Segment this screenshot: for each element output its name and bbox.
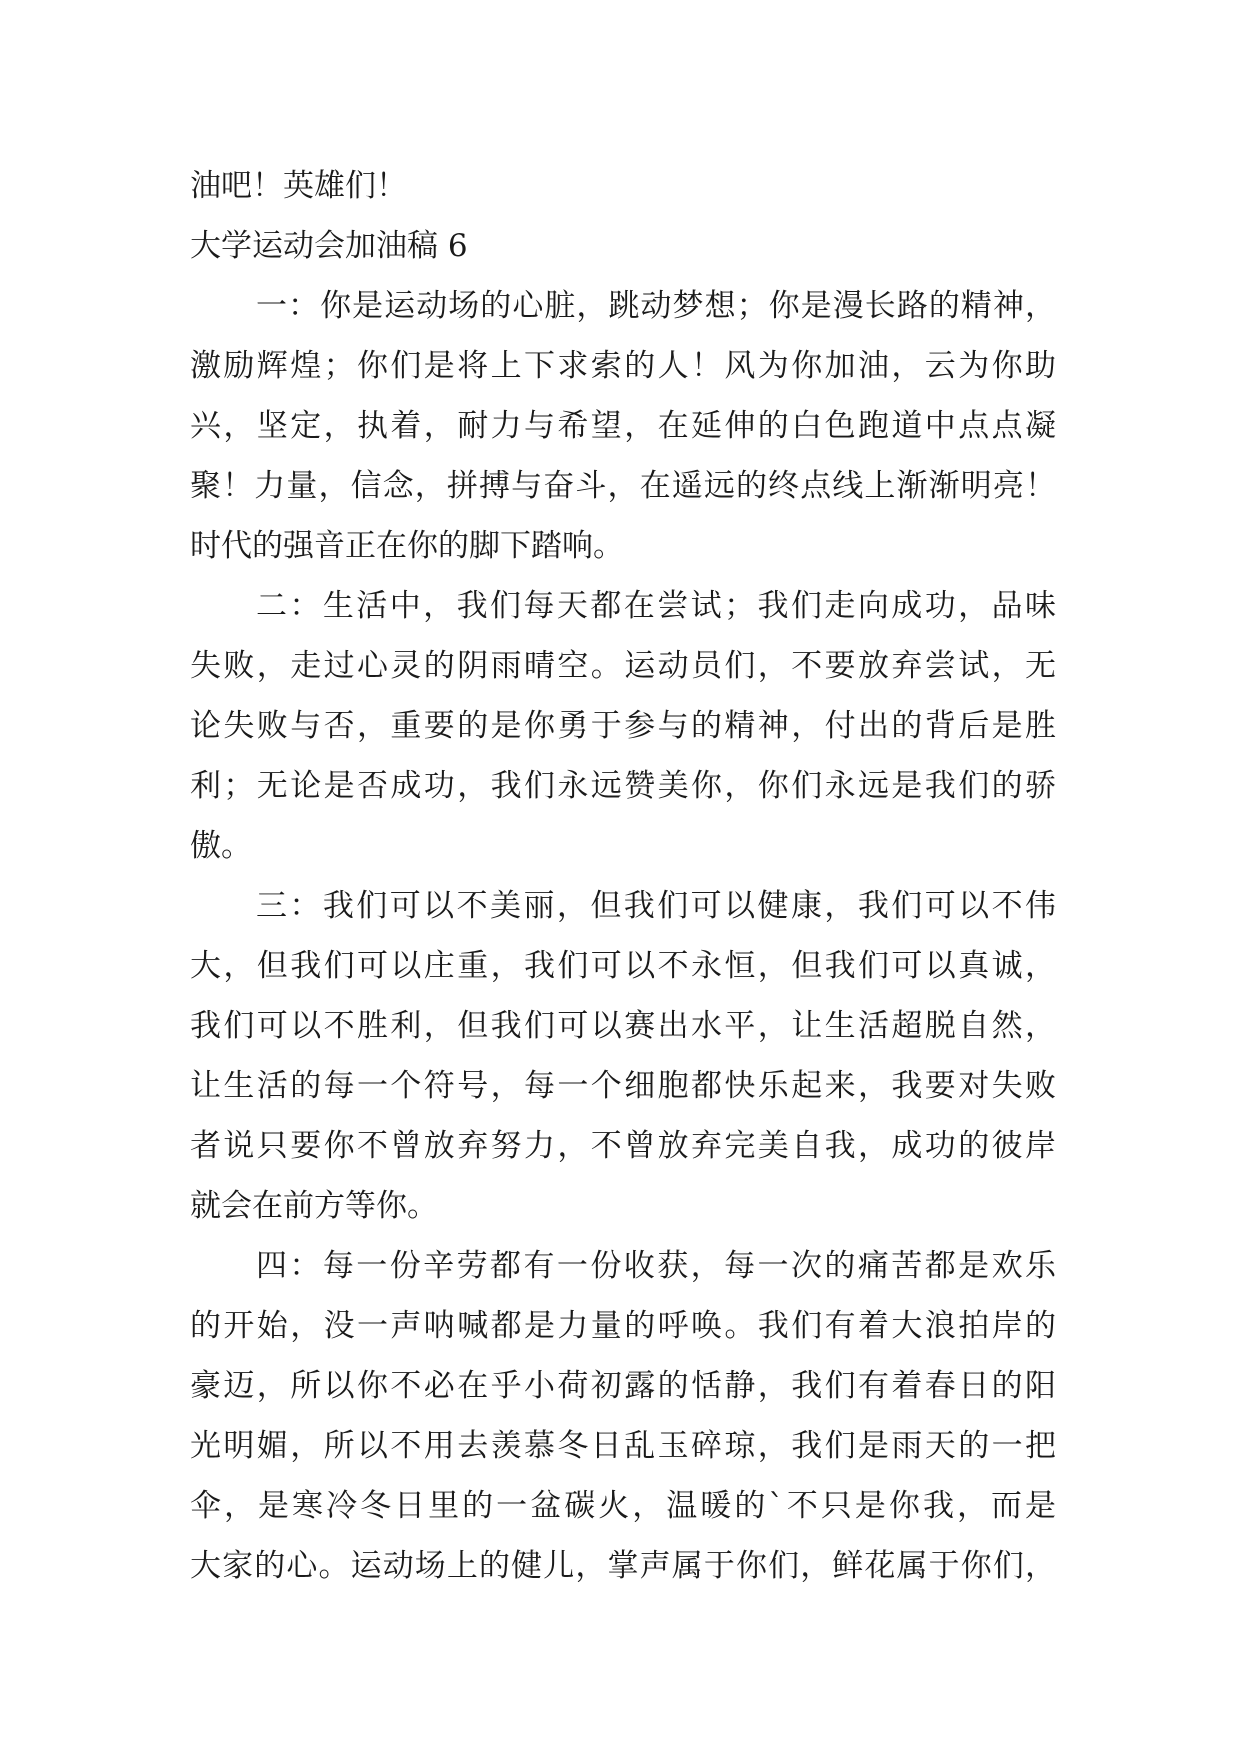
text-line: 四：每一份辛劳都有一份收获，每一次的痛苦都是欢乐 — [256, 1248, 1056, 1284]
text-line: 油吧！英雄们！ — [190, 168, 407, 204]
text-line: 让生活的每一个符号，每一个细胞都快乐起来，我要对失败 — [190, 1068, 1056, 1104]
text-line: 时代的强音正在你的脚下踏响。 — [190, 528, 624, 564]
text-line: 失败，走过心灵的阴雨晴空。运动员们，不要放弃尝试，无 — [190, 648, 1056, 684]
text-line: 利；无论是否成功，我们永远赞美你，你们永远是我们的骄 — [190, 768, 1056, 804]
text-line: 大，但我们可以庄重，我们可以不永恒，但我们可以真诚， — [190, 948, 1056, 984]
text-line: 光明媚，所以不用去羡慕冬日乱玉碎琼，我们是雨天的一把 — [190, 1428, 1056, 1464]
text-line: 伞，是寒冷冬日里的一盆碳火，温暖的`不只是你我，而是 — [190, 1488, 1056, 1524]
text-line: 聚！力量，信念，拼搏与奋斗，在遥远的终点线上渐渐明亮！ — [190, 468, 1056, 504]
text-line: 豪迈，所以你不必在乎小荷初露的恬静，我们有着春日的阳 — [190, 1368, 1056, 1404]
text-line: 论失败与否，重要的是你勇于参与的精神，付出的背后是胜 — [190, 708, 1056, 744]
text-line: 激励辉煌；你们是将上下求索的人！风为你加油，云为你助 — [190, 348, 1056, 384]
text-line: 我们可以不胜利，但我们可以赛出水平，让生活超脱自然， — [190, 1008, 1056, 1044]
text-line: 傲。 — [190, 828, 252, 864]
section-title: 大学运动会加油稿 6 — [190, 228, 468, 264]
text-line: 的开始，没一声呐喊都是力量的呼唤。我们有着大浪拍岸的 — [190, 1308, 1056, 1344]
text-line: 一：你是运动场的心脏，跳动梦想；你是漫长路的精神， — [256, 288, 1056, 324]
text-line: 二：生活中，我们每天都在尝试；我们走向成功，品味 — [256, 588, 1056, 624]
text-line: 者说只要你不曾放弃努力，不曾放弃完美自我，成功的彼岸 — [190, 1128, 1056, 1164]
text-line: 三：我们可以不美丽，但我们可以健康，我们可以不伟 — [256, 888, 1056, 924]
text-line: 大家的心。运动场上的健儿，掌声属于你们，鲜花属于你们， — [190, 1548, 1056, 1584]
text-line: 兴，坚定，执着，耐力与希望，在延伸的白色跑道中点点凝 — [190, 408, 1056, 444]
text-line: 就会在前方等你。 — [190, 1188, 438, 1224]
